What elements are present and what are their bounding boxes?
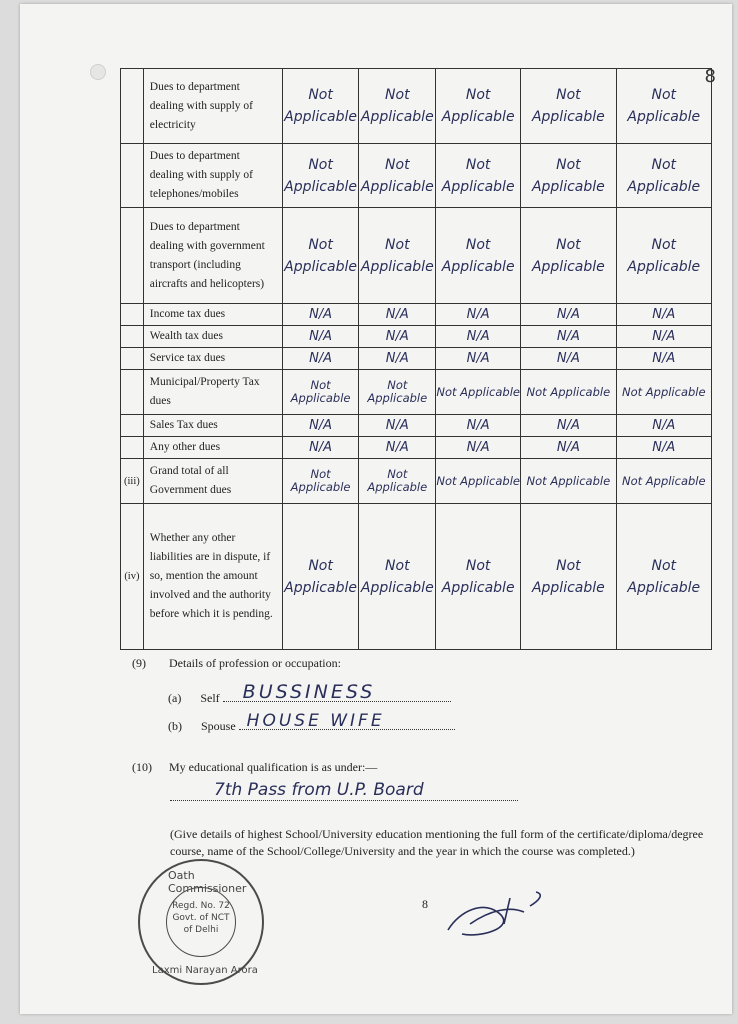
oath-commissioner-stamp	[138, 859, 264, 985]
stamp-top-text: Oath Commissioner	[168, 869, 247, 895]
row-value-cell: Not Applicable	[616, 459, 711, 504]
row-value-cell: N/A	[359, 437, 436, 459]
row-value-cell: Not Applicable	[521, 69, 616, 144]
self-marker: (a)	[168, 691, 182, 705]
row-value-cell: N/A	[436, 415, 521, 437]
row-value-cell: N/A	[616, 326, 711, 348]
row-label: Municipal/Property Tax dues	[143, 370, 282, 415]
signature	[440, 880, 550, 944]
row-value-cell: Not Applicable	[436, 144, 521, 208]
row-value-cell: N/A	[521, 415, 616, 437]
table-row	[121, 348, 712, 370]
education-row	[170, 776, 518, 805]
row-value-cell: Not Applicable	[521, 459, 616, 504]
stamp-line2: Govt. of NCT	[172, 913, 230, 923]
section-9-number: (9)	[132, 656, 146, 670]
row-label: Service tax dues	[143, 348, 282, 370]
row-value-cell: Not Applicable	[436, 208, 521, 304]
row-value-cell: Not Applicable	[436, 370, 521, 415]
row-value-cell: Not Applicable	[282, 504, 359, 650]
row-value-cell: Not Applicable	[359, 144, 436, 208]
row-value-cell: N/A	[616, 304, 711, 326]
row-value-cell: Not Applicable	[436, 504, 521, 650]
row-value-cell: N/A	[282, 437, 359, 459]
row-value-cell: Not Applicable	[521, 370, 616, 415]
row-value-cell: N/A	[282, 326, 359, 348]
row-number	[121, 326, 144, 348]
liabilities-table	[120, 68, 712, 650]
row-value-cell: N/A	[616, 348, 711, 370]
spouse-occupation-value: HOUSE WIFE	[246, 711, 385, 731]
row-label: Dues to department dealing with government transport (including aircrafts and helicopters)	[143, 208, 282, 304]
page-number: 8	[422, 897, 428, 911]
row-value-cell: Not Applicable	[616, 69, 711, 144]
row-value-cell: Not Applicable	[436, 459, 521, 504]
row-number	[121, 144, 144, 208]
table-row	[121, 459, 712, 504]
row-label: Dues to department dealing with supply of electricity	[143, 69, 282, 144]
row-value-cell: N/A	[282, 348, 359, 370]
row-value-cell: N/A	[282, 304, 359, 326]
row-value-cell: N/A	[616, 415, 711, 437]
row-number: (iv)	[121, 504, 144, 650]
section-10-heading: My educational qualification is as under:—	[169, 760, 378, 774]
row-number	[121, 208, 144, 304]
section-10-number: (10)	[132, 760, 152, 774]
stamp-bottom-text: Laxmi Narayan Arora	[152, 965, 258, 976]
row-value-cell: Not Applicable	[616, 144, 711, 208]
section-10	[132, 760, 377, 775]
row-value-cell: N/A	[436, 304, 521, 326]
row-value-cell: Not Applicable	[359, 69, 436, 144]
row-value-cell: N/A	[359, 304, 436, 326]
row-number	[121, 69, 144, 144]
row-label: Wealth tax dues	[143, 326, 282, 348]
document-page	[20, 4, 732, 1014]
table-row	[121, 504, 712, 650]
row-value-cell: N/A	[521, 348, 616, 370]
table-row	[121, 144, 712, 208]
handwritten-page-mark: 8	[704, 66, 716, 87]
row-number	[121, 370, 144, 415]
row-value-cell: N/A	[436, 437, 521, 459]
row-value-cell: Not Applicable	[282, 370, 359, 415]
table-row	[121, 69, 712, 144]
row-value-cell: Not Applicable	[359, 208, 436, 304]
section-9-heading: Details of profession or occupation:	[169, 656, 341, 670]
table-row	[121, 437, 712, 459]
row-value-cell: Not Applicable	[359, 504, 436, 650]
row-value-cell: N/A	[436, 326, 521, 348]
row-label: Whether any other liabilities are in dispute, if so, mention the amount involved and the authority before which it is pending.	[143, 504, 282, 650]
table-row	[121, 208, 712, 304]
row-value-cell: Not Applicable	[282, 208, 359, 304]
row-label: Grand total of all Government dues	[143, 459, 282, 504]
education-value: 7th Pass from U.P. Board	[214, 780, 424, 800]
row-value-cell: N/A	[521, 304, 616, 326]
self-occupation-row	[168, 681, 451, 706]
self-occupation-value: BUSSINESS	[242, 681, 376, 703]
table-row	[121, 370, 712, 415]
spouse-marker: (b)	[168, 719, 182, 733]
row-value-cell: N/A	[436, 348, 521, 370]
row-value-cell: Not Applicable	[521, 208, 616, 304]
spouse-occupation-row	[168, 711, 455, 734]
row-value-cell: Not Applicable	[282, 144, 359, 208]
self-label: Self	[200, 691, 220, 705]
stamp-line3: of Delhi	[183, 925, 219, 935]
row-value-cell: N/A	[359, 348, 436, 370]
row-label: Dues to department dealing with supply of telephones/mobiles	[143, 144, 282, 208]
row-value-cell: Not Applicable	[359, 370, 436, 415]
row-number	[121, 304, 144, 326]
stamp-inner	[166, 887, 236, 957]
row-value-cell: Not Applicable	[616, 370, 711, 415]
row-number	[121, 437, 144, 459]
stamp-line1: Regd. No. 72	[172, 901, 230, 911]
row-label: Sales Tax dues	[143, 415, 282, 437]
row-value-cell: Not Applicable	[521, 504, 616, 650]
row-value-cell: Not Applicable	[436, 69, 521, 144]
row-value-cell: N/A	[521, 437, 616, 459]
education-note: (Give details of highest School/University education mentioning the full form of the certificate/diploma/degree course, name of the School/College/University and the year in which the course was completed.)	[170, 827, 704, 858]
row-value-cell: N/A	[282, 415, 359, 437]
row-value-cell: Not Applicable	[282, 459, 359, 504]
row-value-cell: Not Applicable	[282, 69, 359, 144]
section-9	[132, 656, 341, 671]
row-number: (iii)	[121, 459, 144, 504]
row-number	[121, 348, 144, 370]
row-value-cell: N/A	[521, 326, 616, 348]
spouse-label: Spouse	[201, 719, 236, 733]
row-value-cell: Not Applicable	[359, 459, 436, 504]
row-number	[121, 415, 144, 437]
row-value-cell: Not Applicable	[616, 208, 711, 304]
row-value-cell: Not Applicable	[521, 144, 616, 208]
row-label: Income tax dues	[143, 304, 282, 326]
row-label: Any other dues	[143, 437, 282, 459]
table-row	[121, 304, 712, 326]
row-value-cell: N/A	[359, 326, 436, 348]
table-row	[121, 326, 712, 348]
row-value-cell: N/A	[616, 437, 711, 459]
punch-hole	[90, 64, 106, 80]
row-value-cell: N/A	[359, 415, 436, 437]
row-value-cell: Not Applicable	[616, 504, 711, 650]
table-row	[121, 415, 712, 437]
